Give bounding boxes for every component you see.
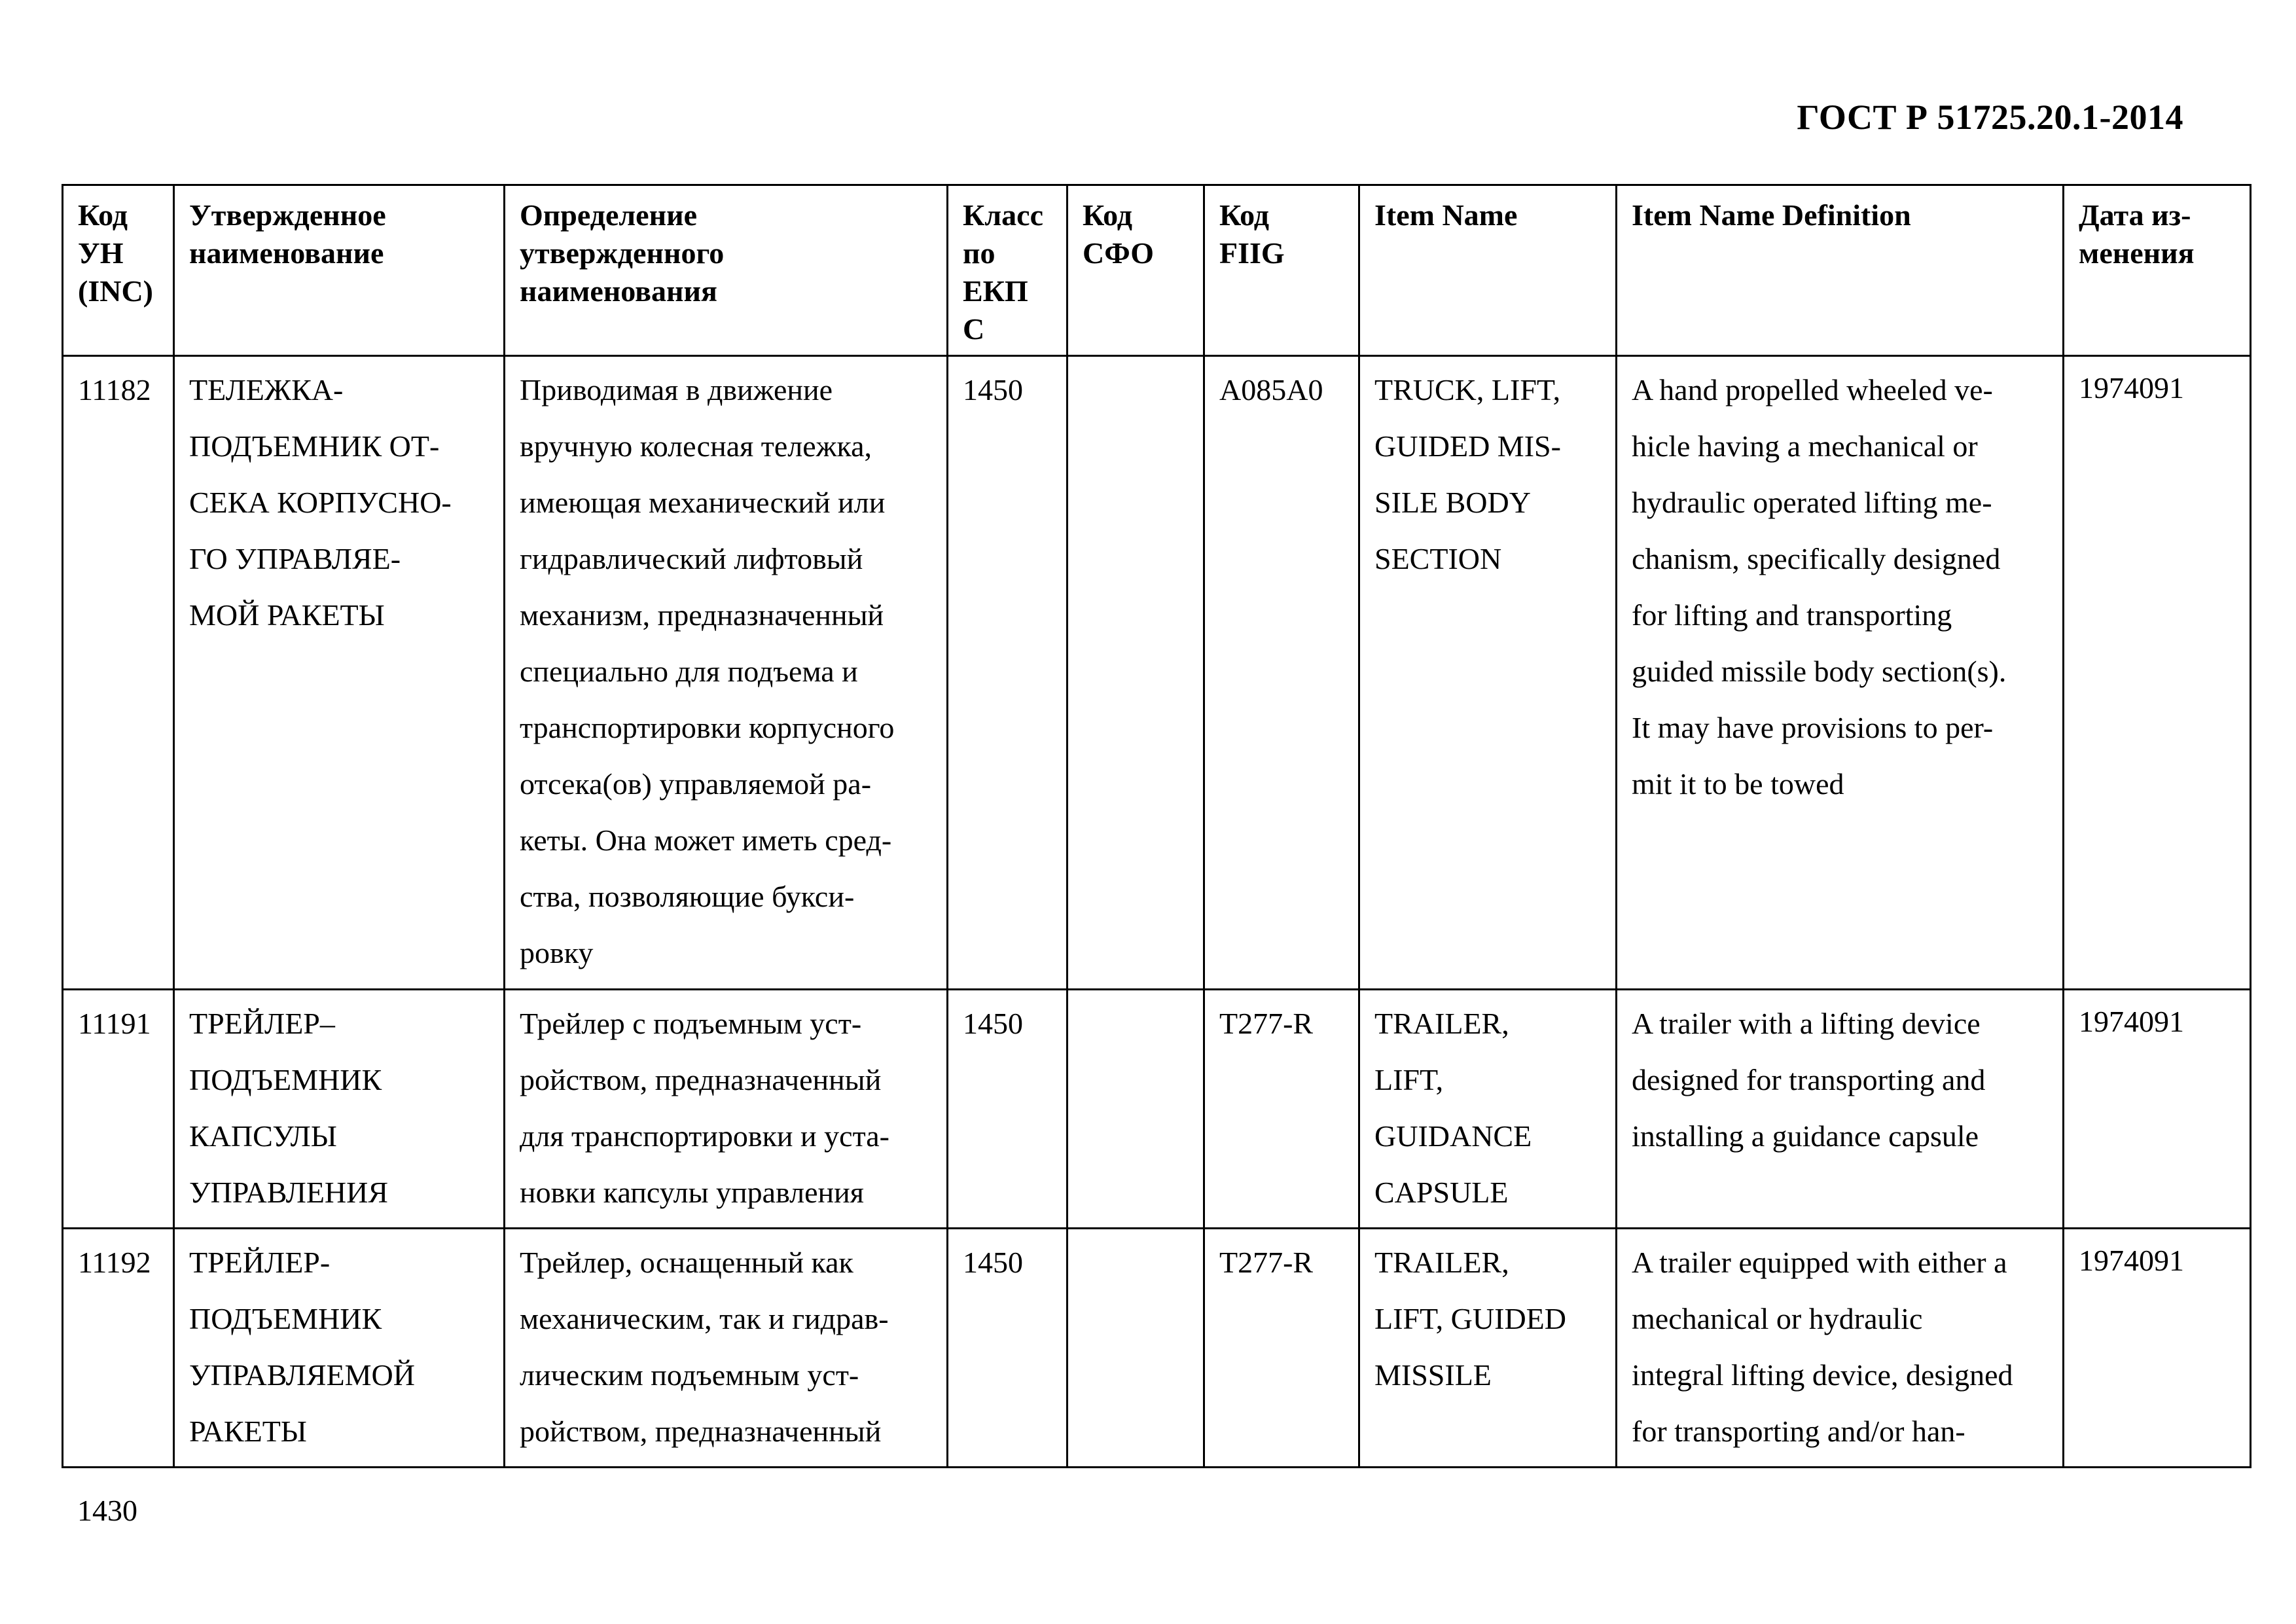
cell-class: 1450 <box>948 990 1067 1229</box>
column-header-definition: Определение утвержденного наименования <box>505 185 948 356</box>
item-name-table <box>62 184 2251 1468</box>
column-header-sfo: Код СФО <box>1067 185 1204 356</box>
column-header-date: Дата из- менения <box>2064 185 2251 356</box>
page-number: 1430 <box>77 1494 137 1527</box>
cell-definition: Трейлер с подъемным уст- ройством, предназначенный для транспортировки и уста- новки капсулы управления <box>505 990 948 1229</box>
cell-inc: 11192 <box>63 1229 174 1468</box>
table-row <box>63 1229 2251 1468</box>
table-row <box>63 356 2251 990</box>
cell-class: 1450 <box>948 1229 1067 1468</box>
cell-sfo <box>1067 1229 1204 1468</box>
cell-approved-name: ТЕЛЕЖКА- ПОДЪЕМНИК ОТ- СЕКА КОРПУСНО- ГО УПРАВЛЯЕ- МОЙ РАКЕТЫ <box>174 356 505 990</box>
column-header-class: Класс по ЕКП С <box>948 185 1067 356</box>
cell-date: 1974091 <box>2064 1229 2251 1468</box>
column-header-approved-name: Утвержденное наименование <box>174 185 505 356</box>
cell-date: 1974091 <box>2064 356 2251 990</box>
cell-item-name: TRUCK, LIFT, GUIDED MIS- SILE BODY SECTION <box>1359 356 1617 990</box>
table-header-row <box>63 185 2251 356</box>
document-code: ГОСТ Р 51725.20.1-2014 <box>1797 98 2183 137</box>
cell-item-definition: A hand propelled wheeled ve- hicle having a mechanical or hydraulic operated lifting me- chanism, specifically designed for lifting and transporting guided missile body section(s). It may have provisions to per- mit it to be towed <box>1617 356 2064 990</box>
cell-class: 1450 <box>948 356 1067 990</box>
cell-sfo <box>1067 356 1204 990</box>
cell-inc: 11182 <box>63 356 174 990</box>
cell-sfo <box>1067 990 1204 1229</box>
cell-date: 1974091 <box>2064 990 2251 1229</box>
column-header-inc: Код УН (INC) <box>63 185 174 356</box>
cell-definition: Приводимая в движение вручную колесная тележка, имеющая механический или гидравлический лифтовый механизм, предназначенный специально для подъема и транспортировки корпусного отсека(ов) управляемой ра- кеты. Она может иметь сред- ства, позволяющие букси- ровку <box>505 356 948 990</box>
cell-item-name: TRAILER, LIFT, GUIDANCE CAPSULE <box>1359 990 1617 1229</box>
cell-definition: Трейлер, оснащенный как механическим, так и гидрав- лическим подъемным уст- ройством, предназначенный <box>505 1229 948 1468</box>
cell-inc: 11191 <box>63 990 174 1229</box>
cell-fiig: T277-R <box>1204 1229 1359 1468</box>
cell-fiig: T277-R <box>1204 990 1359 1229</box>
cell-item-definition: A trailer with a lifting device designed for transporting and installing a guidance capsule <box>1617 990 2064 1229</box>
column-header-item-name: Item Name <box>1359 185 1617 356</box>
cell-approved-name: ТРЕЙЛЕР– ПОДЪЕМНИК КАПСУЛЫ УПРАВЛЕНИЯ <box>174 990 505 1229</box>
column-header-item-definition: Item Name Definition <box>1617 185 2064 356</box>
cell-approved-name: ТРЕЙЛЕР- ПОДЪЕМНИК УПРАВЛЯЕМОЙ РАКЕТЫ <box>174 1229 505 1468</box>
table-row <box>63 990 2251 1229</box>
column-header-fiig: Код FIIG <box>1204 185 1359 356</box>
cell-fiig: A085A0 <box>1204 356 1359 990</box>
cell-item-name: TRAILER, LIFT, GUIDED MISSILE <box>1359 1229 1617 1468</box>
cell-item-definition: A trailer equipped with either a mechanical or hydraulic integral lifting device, designed for transporting and/or han- <box>1617 1229 2064 1468</box>
